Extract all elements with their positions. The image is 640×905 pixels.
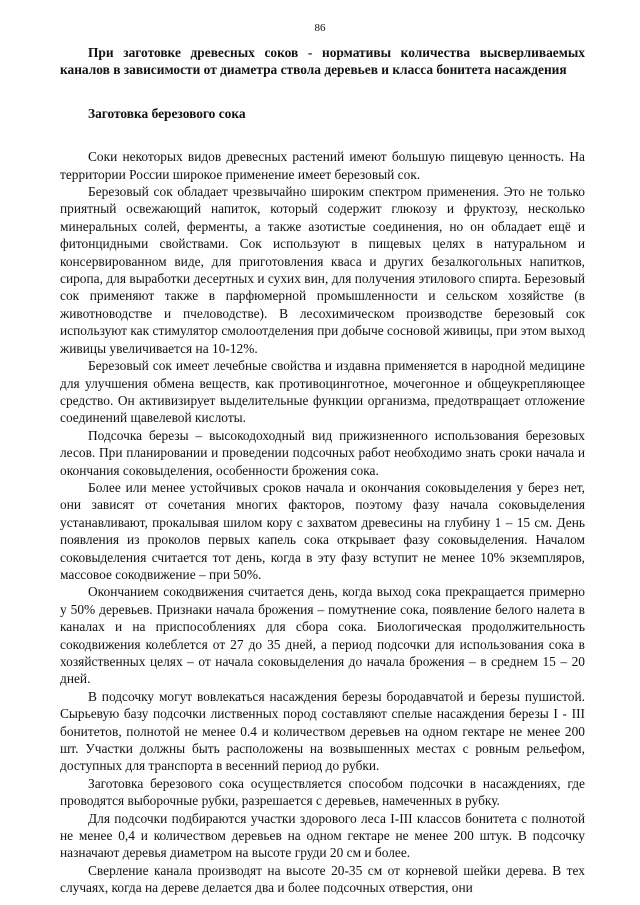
paragraph: Березовый сок обладает чрезвычайно широким спектром применения. Это не только приятный освежающий напиток, который содержит глюкозу и фруктозу, несколько минеральных солей, ферменты, а также азотистые соединения, но он обладает ещё и фитонцидными свойствами. Сок используют в пищевых целях в натуральном и консервированном виде, для приготовления кваса и других безалкогольных напитков, сиропа, для выработки десертных и сухих вин, для получения этилового спирта. Березовый сок применяют также в парфюмерной промышленности и сельском хозяйстве (в животноводстве и пчеловодстве). В лесохимическом производстве березовый сок используют как стимулятор смолоотделения при добыче сосновой живицы, при этом выход живицы увеличивается на 10-12%. [60, 184, 585, 356]
paragraph: Березовый сок имеет лечебные свойства и издавна применяется в народной медицине для улучшения обмена веществ, как противоцинготное, мочегонное и общеукрепляющее средство. Он активизирует выделительные функции организма, предотвращает отложение соединений щавелевой кислоты. [60, 358, 585, 426]
subsection-heading: Заготовка березового сока [88, 105, 246, 121]
paragraph: В подсочку могут вовлекаться насаждения березы бородавчатой и березы пушистой. Сырьевую базу подсочки лиственных пород составляют спелые насаждения березы I - III бонитетов, полнотой не менее 0.4 и количеством деревьев на одном гектаре не менее 200 шт. Участки должны быть расположены на возвышенных местах с ровным рельефом, доступных для транспорта в весенний период до рубки. [60, 688, 585, 774]
paragraph: Заготовка березового сока осуществляется способом подсочки в насаждениях, где проводятся выборочные рубки, разрешается с деревьев, намеченных в рубку. [60, 775, 585, 809]
paragraph: Соки некоторых видов древесных растений имеют большую пищевую ценность. На территории России широкое применение имеет березовый сок. [60, 149, 585, 182]
paragraph: Окончанием сокодвижения считается день, когда выход сока прекращается примерно у 50% деревьев. Признаки начала брожения – помутнение сока, появление белого налета в каналах и на приспособлениях для сбора сока. Биологическая продолжительность сокодвижения колеблется от 27 до 35 дней, а период подсочки для использования сока в хозяйственных целях – от начала соковыделения до начала брожения – в среднем 15 – 20 дней. [60, 584, 585, 687]
paragraph: Подсочка березы – высокодоходный вид прижизненного использования березовых лесов. При планировании и проведении подсочных работ необходимо знать сроки начала и окончания соковыделения, особенности брожения сока. [60, 427, 585, 478]
section-heading: При заготовке древесных соков - нормативы количества высверливаемых каналов в зависимости от диаметра ствола деревьев и класса бонитета насаждения [60, 45, 585, 78]
paragraph: Более или менее устойчивых сроков начала и окончания соковыделения у берез нет, они зависят от сочетания многих факторов, поэтому фазу начала соковыделения устанавливают, прокалывая шилом кору с захватом древесины на глубину 1 – 15 см. День появления из проколов первых капель сока открывает фазу соковыделения. Началом соковыделения считается тот день, когда в эту фазу вступит не менее 10% экземпляров, массовое сокодвижение – при 50%. [60, 479, 585, 582]
page-number: 86 [314, 22, 326, 34]
paragraph: Для подсочки подбираются участки здорового леса I-III классов бонитета с полнотой не менее 0,4 и количеством деревьев на одном гектаре не менее 200 штук. В подсочку назначают деревья диаметром на высоте груди 20 см и более. [60, 810, 585, 861]
document-body [60, 44, 585, 897]
paragraph: Сверление канала производят на высоте 20-35 см от корневой шейки дерева. В тех случаях, когда на дереве делается два и более подсочных отверстия, они [60, 862, 585, 896]
paragraph-list [60, 148, 585, 896]
